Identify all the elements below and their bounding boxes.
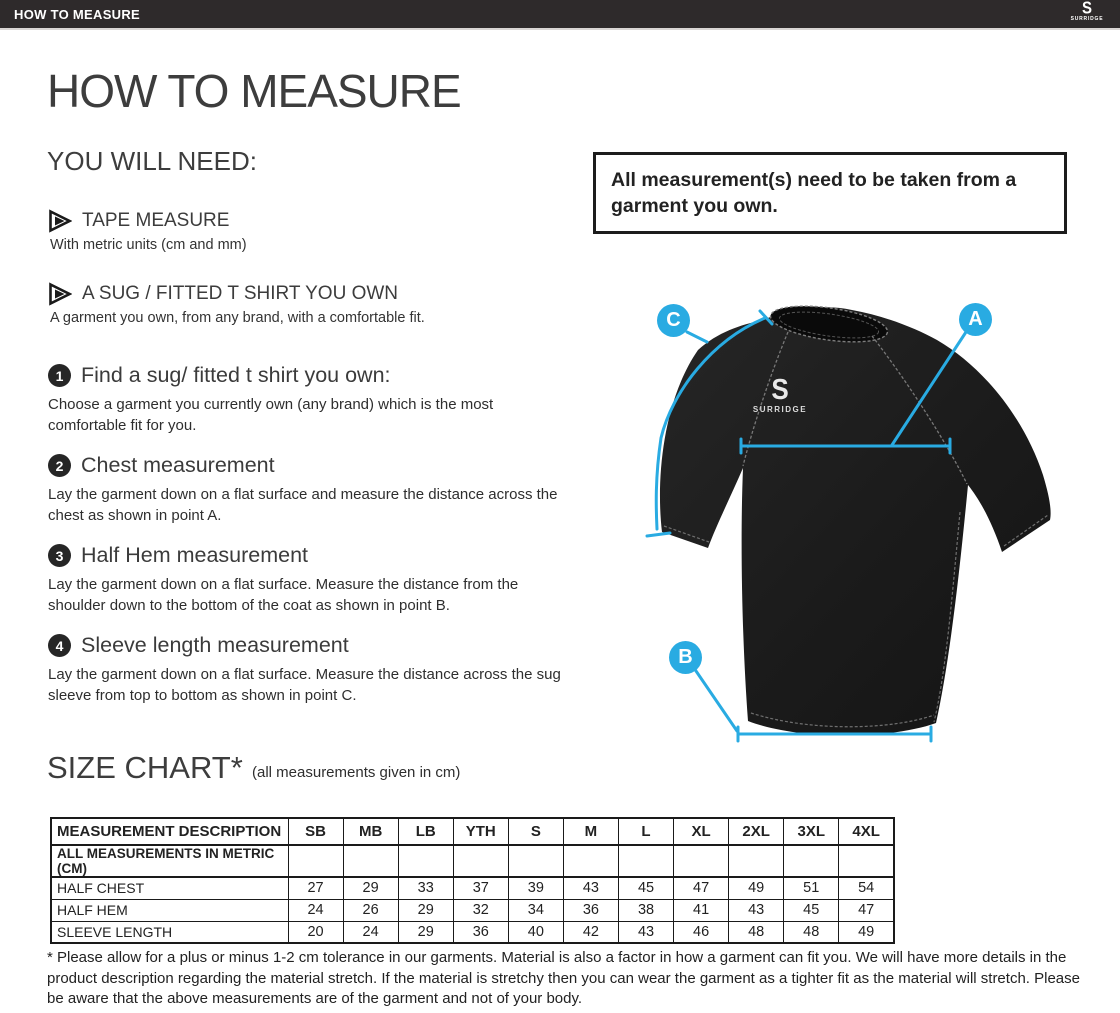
need-item-title: TAPE MEASURE [82,210,230,231]
empty-cell [839,845,894,877]
size-chart-metric-row [51,845,894,877]
measurement-value: 40 [508,921,563,943]
empty-cell [563,845,618,877]
empty-cell [729,845,784,877]
measurement-value: 29 [398,899,453,921]
marker-a-badge: A [959,303,992,336]
play-triangle-icon [48,209,72,233]
size-chart-table [50,817,895,944]
shirt-illustration [600,280,1080,780]
step-description: Choose a garment you currently own (any brand) which is the most comfortable fit for you. [48,396,494,435]
size-chart-row [51,899,894,921]
top-bar-title: HOW TO MEASURE [14,6,141,22]
size-chart-subtitle: (all measurements given in cm) [252,764,461,781]
measurement-note-text: All measurement(s) need to be taken from a garment you own. [611,169,1017,218]
measurement-note-box [593,152,1067,234]
measurement-value: 54 [839,877,894,899]
step-3 [48,543,568,617]
need-item-title: A SUG / FITTED T SHIRT YOU OWN [82,283,399,304]
size-chart-header-cell: M [563,818,618,845]
measurement-value: 41 [674,899,729,921]
need-item-desc: With metric units (cm and mm) [50,237,247,253]
step-description: Lay the garment down on a flat surface and measure the distance across the chest as shown in point A. [48,486,558,525]
shirt-chest-logo [740,372,820,414]
size-chart-header-cell: LB [398,818,453,845]
empty-cell [508,845,563,877]
size-chart-header-cell: 4XL [839,818,894,845]
step-description: Lay the garment down on a flat surface. Measure the distance from the shoulder down to the bottom of the coat as shown in point B. [48,576,519,615]
measurement-value: 39 [508,877,563,899]
empty-cell [618,845,673,877]
step-title: Chest measurement [81,453,275,477]
need-item-fitted-shirt [48,282,425,326]
measurement-label: SLEEVE LENGTH [51,921,288,943]
measurement-value: 47 [839,899,894,921]
measurement-value: 37 [453,877,508,899]
empty-cell [288,845,343,877]
measurement-value: 20 [288,921,343,943]
measurement-value: 36 [563,899,618,921]
surridge-brand-name: SURRIDGE [1070,16,1104,22]
size-chart-row [51,877,894,899]
size-chart-header-row [51,818,894,845]
measurement-value: 32 [453,899,508,921]
measurement-value: 49 [729,877,784,899]
top-bar [0,0,1120,30]
size-chart-title: SIZE CHART* [47,750,243,785]
measurement-value: 45 [618,877,673,899]
measurement-value: 34 [508,899,563,921]
size-chart-header-cell: 3XL [784,818,839,845]
size-chart-header-cell: MEASUREMENT DESCRIPTION [51,818,288,845]
step-1 [48,363,568,437]
measurement-value: 29 [398,921,453,943]
hem-line-b [696,671,737,731]
measurement-value: 48 [784,921,839,943]
size-chart-header-cell: MB [343,818,398,845]
metric-row-label: ALL MEASUREMENTS IN METRIC (CM) [51,845,288,877]
step-title: Find a sug/ fitted t shirt you own: [81,363,391,387]
measurement-value: 24 [343,921,398,943]
step-description: Lay the garment down on a flat surface. Measure the distance across the sug sleeve from top to bottom as shown in point C. [48,666,561,705]
surridge-s-glyph: S [771,372,789,406]
empty-cell [453,845,508,877]
page-title: HOW TO MEASURE [47,65,461,117]
measurement-value: 42 [563,921,618,943]
size-chart-header-cell: YTH [453,818,508,845]
need-item-tape-measure [48,209,247,253]
size-chart-header-cell: SB [288,818,343,845]
empty-cell [343,845,398,877]
step-number-badge: 3 [48,544,71,567]
empty-cell [784,845,839,877]
measurement-value: 51 [784,877,839,899]
measurement-label: HALF CHEST [51,877,288,899]
play-triangle-icon [48,282,72,306]
measurement-value: 27 [288,877,343,899]
empty-cell [398,845,453,877]
step-number-badge: 1 [48,364,71,387]
empty-cell [674,845,729,877]
step-2 [48,453,568,527]
measurement-value: 33 [398,877,453,899]
marker-b-badge: B [669,641,702,674]
size-chart-row [51,921,894,943]
measurement-value: 43 [729,899,784,921]
measurement-value: 46 [674,921,729,943]
surridge-s-glyph: S [1081,0,1092,19]
measurement-value: 29 [343,877,398,899]
measurement-value: 43 [563,877,618,899]
shirt-body [660,307,1051,735]
step-title: Half Hem measurement [81,543,309,567]
measurement-value: 45 [784,899,839,921]
step-title: Sleeve length measurement [81,633,349,657]
measurement-value: 36 [453,921,508,943]
surridge-brand-name: SURRIDGE [752,405,808,414]
tolerance-footnote: * Please allow for a plus or minus 1-2 cm tolerance in our garments. Material is also a factor in how a garment can fit you. We will have more details in the product description regarding the material stretch. If the material is stretchy then you can wear the garment as a tighter fit as the material will stretch. Please be aware that the above measurements are of the garment and not of your body. [47,949,1080,1008]
measurement-value: 38 [618,899,673,921]
size-chart-header-cell: 2XL [729,818,784,845]
you-will-need-heading: YOU WILL NEED: [47,146,257,176]
measurement-value: 26 [343,899,398,921]
step-4 [48,633,568,707]
surridge-logo-icon [1064,1,1110,22]
measurement-value: 47 [674,877,729,899]
marker-c-badge: C [657,304,690,337]
measurement-value: 24 [288,899,343,921]
size-chart-header-cell: L [618,818,673,845]
size-chart-header-cell: S [508,818,563,845]
size-chart-header-cell: XL [674,818,729,845]
step-number-badge: 4 [48,634,71,657]
shirt-measurement-diagram [600,280,1080,780]
need-item-desc: A garment you own, from any brand, with a comfortable fit. [50,310,425,326]
measurement-value: 49 [839,921,894,943]
measurement-value: 48 [729,921,784,943]
step-number-badge: 2 [48,454,71,477]
measurement-value: 43 [618,921,673,943]
measurement-label: HALF HEM [51,899,288,921]
